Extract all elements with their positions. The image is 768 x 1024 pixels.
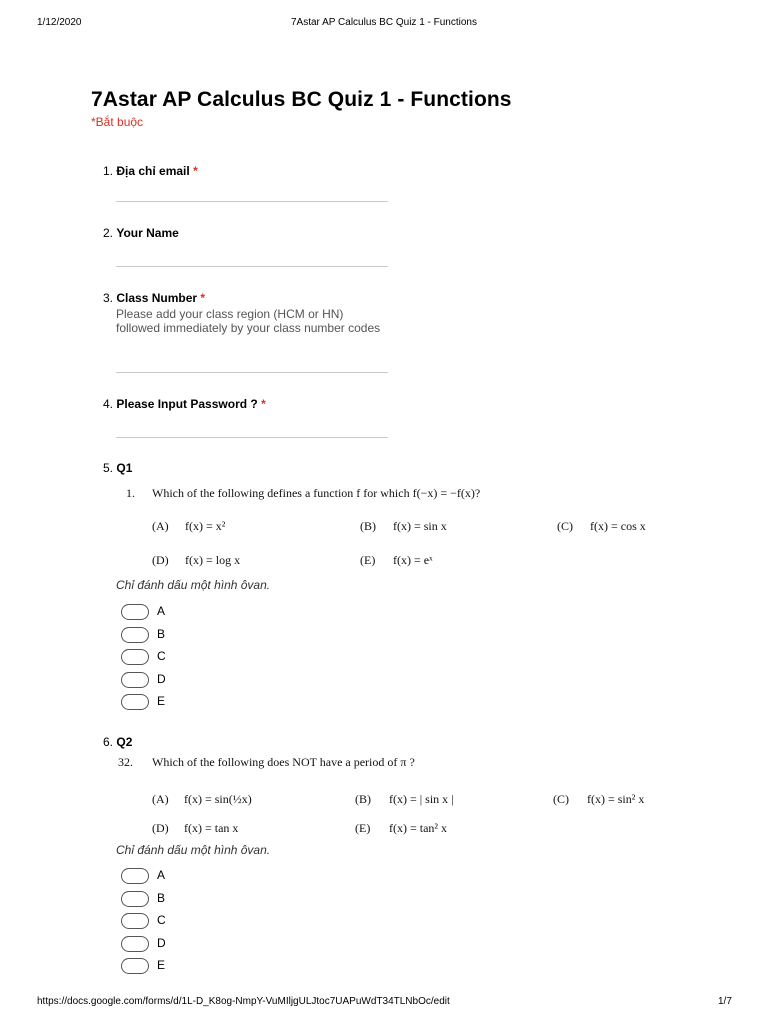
question-help-text: Please add your class region (HCM or HN) followed immediately by your class number codes bbox=[116, 307, 381, 335]
problem-stem: Which of the following defines a function f for which f(−x) = −f(x)? bbox=[152, 486, 481, 500]
option-label: D bbox=[157, 672, 166, 686]
problem-number: 32. bbox=[118, 755, 133, 769]
choice-expression: f(x) = x² bbox=[185, 519, 226, 533]
choice-letter: (E) bbox=[360, 553, 376, 567]
password-field[interactable] bbox=[116, 437, 388, 438]
question-q1 bbox=[103, 461, 132, 475]
radio-oval[interactable] bbox=[121, 958, 149, 974]
choice-expression: f(x) = sin² x bbox=[587, 792, 645, 806]
choice-letter: (C) bbox=[557, 519, 573, 533]
choice-expression: f(x) = | sin x | bbox=[389, 792, 454, 806]
radio-oval[interactable] bbox=[121, 694, 149, 710]
choice-expression: f(x) = eˣ bbox=[393, 553, 433, 567]
required-star: * bbox=[261, 397, 266, 411]
radio-oval[interactable] bbox=[121, 913, 149, 929]
required-star: * bbox=[200, 291, 206, 305]
radio-oval[interactable] bbox=[121, 891, 149, 907]
choice-expression: f(x) = sin x bbox=[393, 519, 447, 533]
option-label: C bbox=[157, 913, 166, 927]
option-label: A bbox=[157, 868, 166, 882]
problem-number: 1. bbox=[126, 486, 135, 500]
question-label: Địa chỉ email bbox=[116, 164, 190, 178]
question-q2 bbox=[103, 735, 132, 749]
print-header-title: 7Astar AP Calculus BC Quiz 1 - Functions bbox=[290, 17, 477, 28]
radio-oval[interactable] bbox=[121, 672, 149, 688]
radio-oval[interactable] bbox=[121, 604, 149, 620]
question-label: Your Name bbox=[116, 226, 179, 240]
radio-oval[interactable] bbox=[121, 627, 149, 643]
choice-letter: (E) bbox=[355, 821, 371, 835]
question-number: 4. bbox=[103, 397, 114, 411]
radio-oval[interactable] bbox=[121, 868, 149, 884]
choice-letter: (B) bbox=[360, 519, 376, 533]
option-label: B bbox=[157, 891, 166, 905]
question-name bbox=[103, 226, 179, 240]
option-label: E bbox=[157, 694, 166, 708]
question-number: 6. bbox=[103, 735, 114, 749]
question-label: Q2 bbox=[116, 735, 133, 749]
radio-oval[interactable] bbox=[121, 936, 149, 952]
choice-expression: f(x) = tan x bbox=[184, 821, 239, 835]
radio-oval[interactable] bbox=[121, 649, 149, 665]
name-field[interactable] bbox=[116, 266, 388, 267]
choice-expression: f(x) = sin(½x) bbox=[184, 792, 252, 806]
instruction-text: Chỉ đánh dấu một hình ôvan. bbox=[116, 578, 271, 592]
email-field[interactable] bbox=[116, 201, 388, 202]
option-label: C bbox=[157, 649, 166, 663]
page-number: 1/7 bbox=[718, 996, 732, 1007]
choice-letter: (D) bbox=[152, 553, 169, 567]
choice-letter: (D) bbox=[152, 821, 169, 835]
choice-expression: f(x) = tan² x bbox=[389, 821, 448, 835]
option-label: A bbox=[157, 604, 166, 618]
question-label: Class Number bbox=[116, 291, 198, 305]
question-number: 1. bbox=[103, 164, 114, 178]
question-number: 5. bbox=[103, 461, 114, 475]
question-password bbox=[103, 397, 266, 411]
instruction-text: Chỉ đánh dấu một hình ôvan. bbox=[116, 843, 271, 857]
required-star: * bbox=[193, 164, 198, 178]
choice-expression: f(x) = cos x bbox=[590, 519, 646, 533]
question-label: Please Input Password ? bbox=[116, 397, 258, 411]
choice-expression: f(x) = log x bbox=[185, 553, 241, 567]
choice-letter: (B) bbox=[355, 792, 371, 806]
print-date: 1/12/2020 bbox=[37, 17, 82, 28]
choice-letter: (A) bbox=[152, 519, 169, 533]
question-class-number bbox=[103, 291, 205, 305]
question-number: 3. bbox=[103, 291, 114, 305]
question-email bbox=[103, 164, 198, 178]
class-number-field[interactable] bbox=[116, 372, 388, 373]
option-label: E bbox=[157, 958, 166, 972]
choice-letter: (C) bbox=[553, 792, 569, 806]
required-note: *Bắt buộc bbox=[91, 115, 144, 129]
problem-stem: Which of the following does NOT have a period of π ? bbox=[152, 755, 415, 769]
option-label: B bbox=[157, 627, 166, 641]
print-footer-url: https://docs.google.com/forms/d/1L-D_K8og-NmpY-VuMIljgULJtoc7UAPuWdT34TLNbOc/edit bbox=[37, 996, 450, 1007]
question-label: Q1 bbox=[116, 461, 133, 475]
option-label: D bbox=[157, 936, 166, 950]
choice-letter: (A) bbox=[152, 792, 169, 806]
form-title: 7Astar AP Calculus BC Quiz 1 - Functions bbox=[91, 88, 512, 111]
question-number: 2. bbox=[103, 226, 114, 240]
